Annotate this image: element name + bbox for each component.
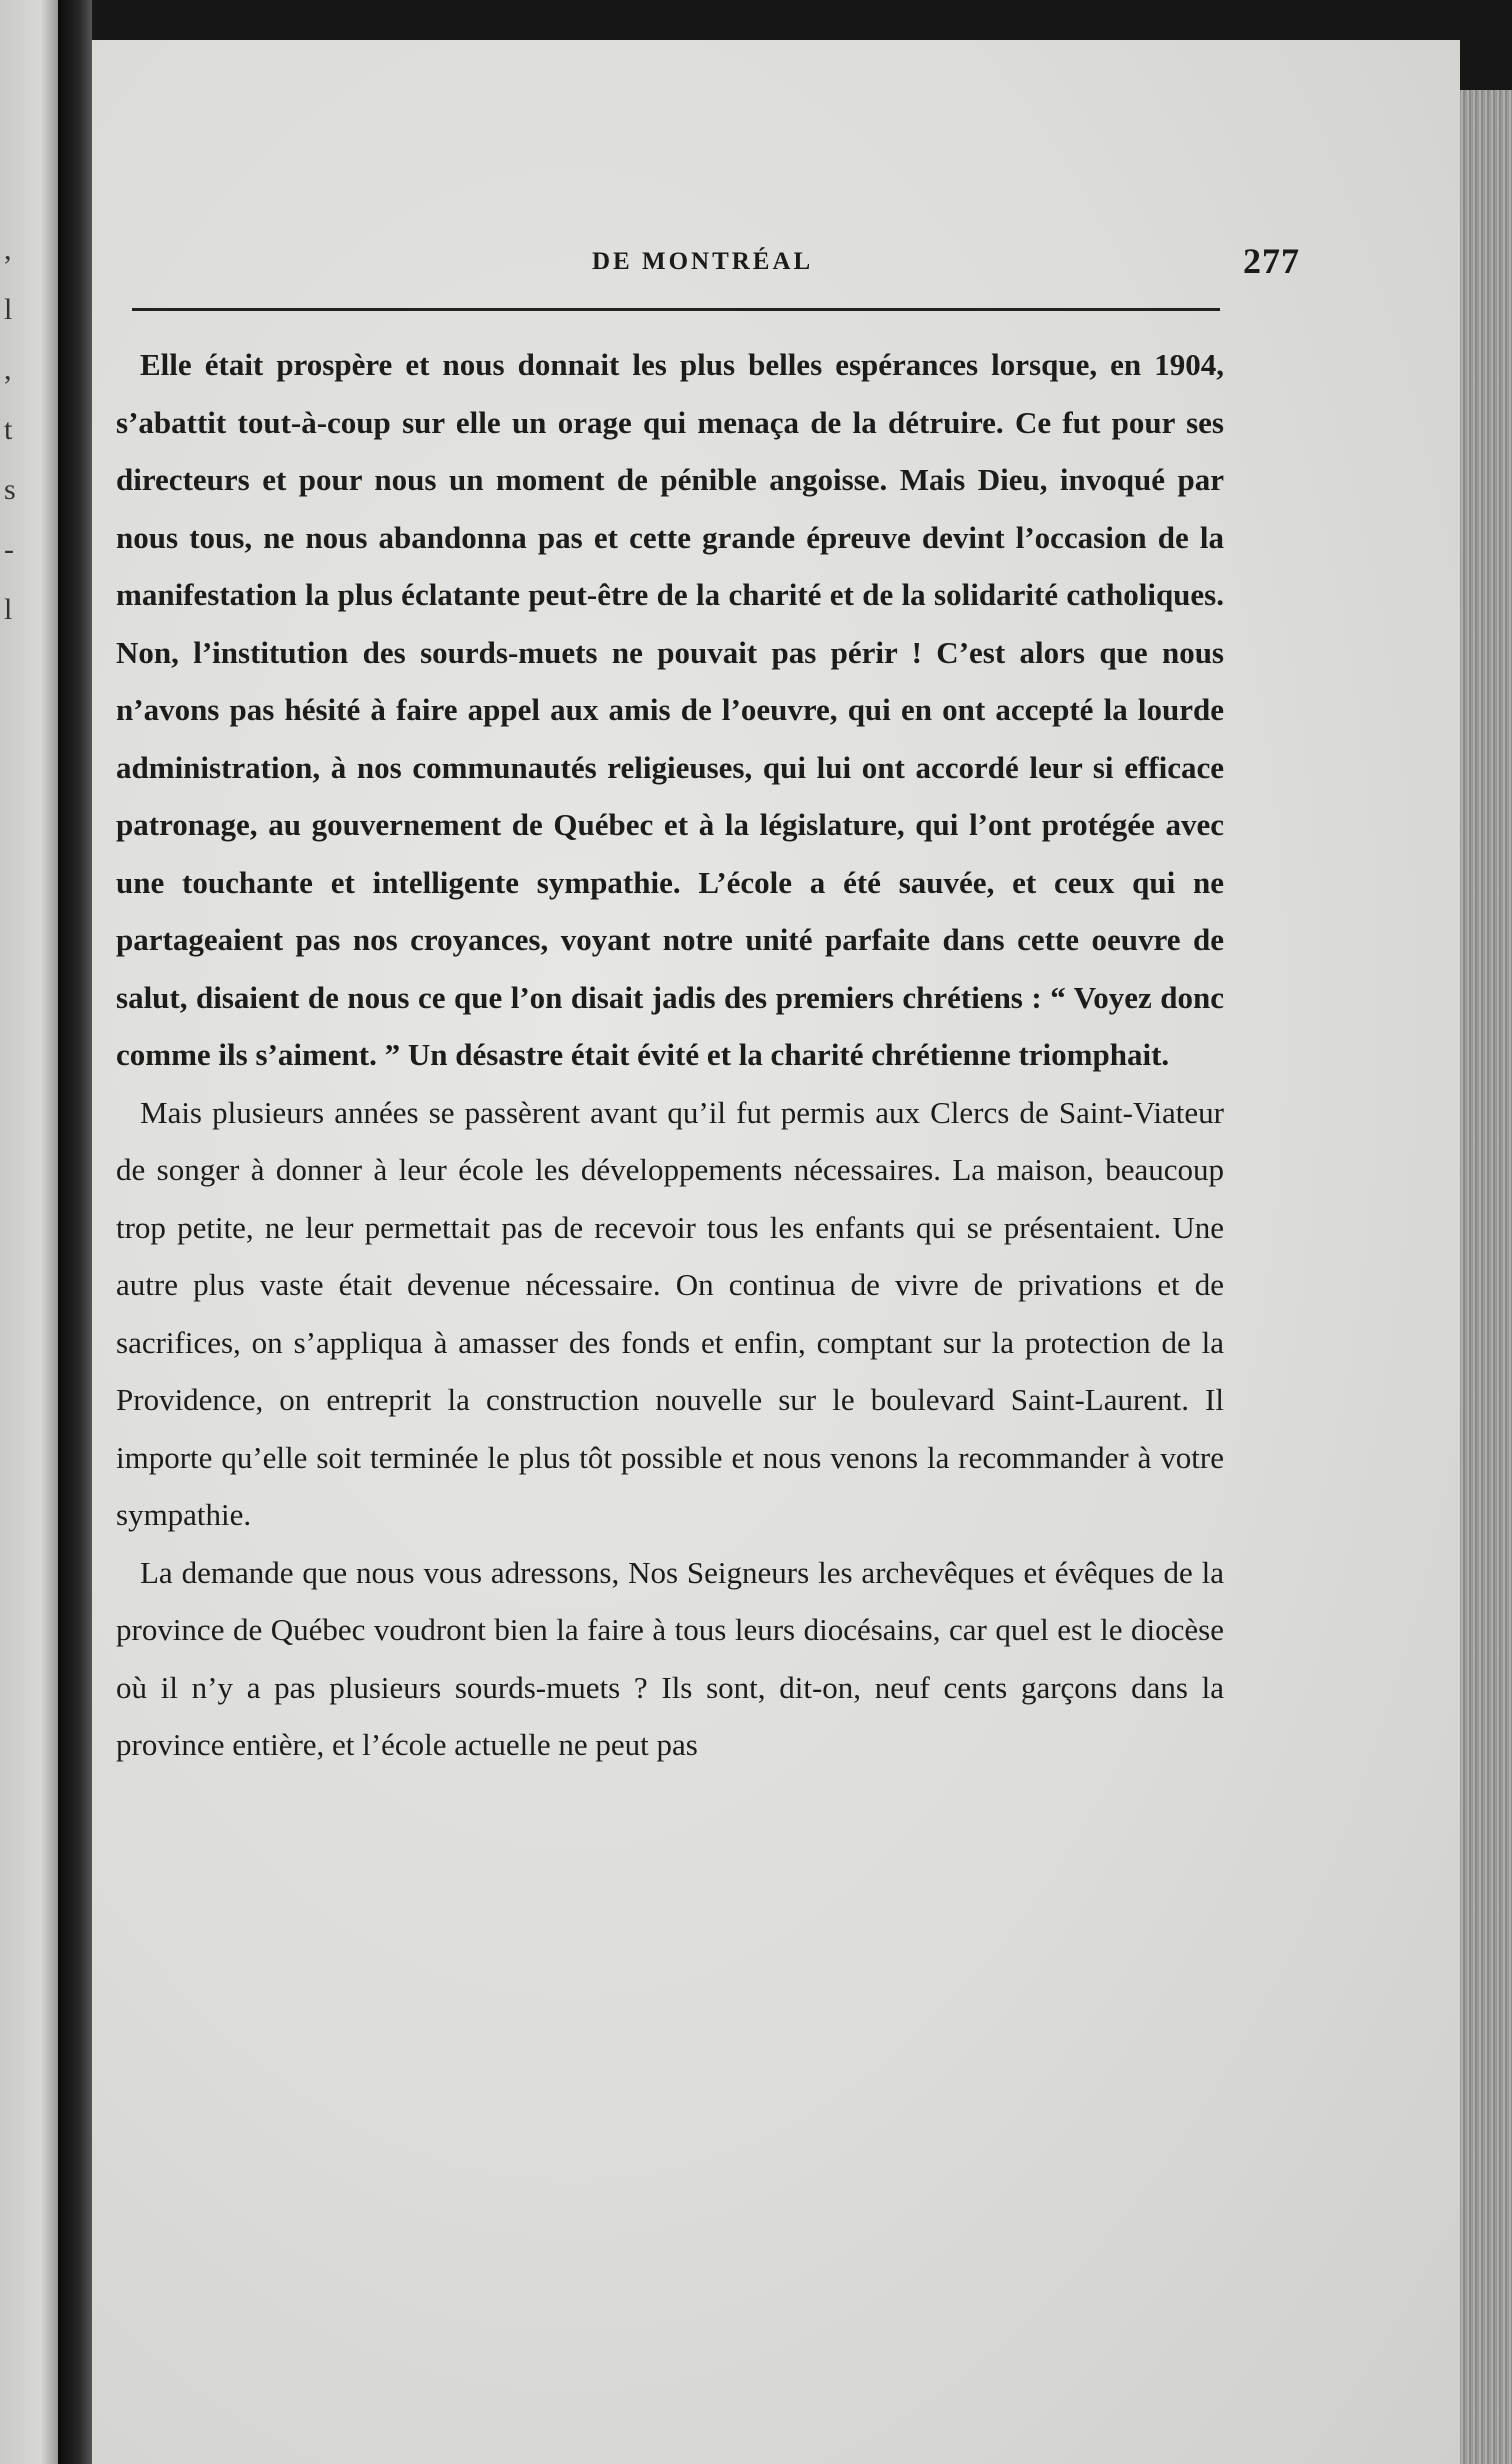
header-rule bbox=[132, 308, 1220, 311]
facing-mark: t bbox=[4, 413, 13, 446]
facing-page-edge bbox=[0, 0, 58, 2464]
page-number: 277 bbox=[1243, 241, 1300, 281]
facing-mark: s bbox=[4, 473, 16, 506]
facing-page-marks bbox=[4, 220, 28, 640]
paragraph: Elle était prospère et nous donnait les plus belles espérances lorsque, en 1904, s’abattit tout-à-coup sur elle un orage qui menaça de la détruire. Ce fut pour ses directeurs et pour nous un moment de pénible angoisse. Mais Dieu, invoqué par nous tous, ne nous abandonna pas et cette grande épreuve devint l’occasion de la manifestation la plus éclatante peut-être de la charité et de la solidarité catholiques. Non, l’institution des sourds-muets ne pouvait pas périr ! C’est alors que nous n’avons pas hésité à faire appel aux amis de l’oeuvre, qui en ont accepté la lourde administration, à nos communautés religieuses, qui lui ont accordé leur si efficace patronage, au gouvernement de Québec et à la législature, qui l’ont protégée avec une touchante et intelligente sympathie. L’école a été sauvée, et ceux qui ne partageaient pas nos croyances, voyant notre unité parfaite dans cette oeuvre de salut, disaient de nous ce que l’on disait jadis des premiers chrétiens : “ Voyez donc comme ils s’aiment. ” Un désastre était évité et la charité chrétienne triomphait. bbox=[116, 347, 1224, 1072]
body-text bbox=[116, 336, 1224, 1774]
facing-mark: l bbox=[4, 593, 13, 626]
paragraph: Mais plusieurs années se passèrent avant qu’il fut permis aux Clercs de Saint-Viateur de songer à donner à leur école les développements nécessaires. La maison, beaucoup trop petite, ne leur permettait pas de recevoir tous les enfants qui se présentaient. Une autre plus vaste était devenue nécessaire. On continua de vivre de privations et de sacrifices, on s’appliqua à amasser des fonds et enfin, comptant sur la protection de la Providence, on entreprit la construction nouvelle sur le boulevard Saint-Laurent. Il importe qu’elle soit terminée le plus tôt possible et nous venons la recommander à votre sympathie. bbox=[116, 1094, 1224, 1532]
running-title: DE MONTRÉAL bbox=[592, 248, 814, 275]
facing-mark: l bbox=[4, 293, 13, 326]
facing-mark: , bbox=[4, 233, 12, 266]
book-page bbox=[92, 40, 1460, 2464]
facing-mark: - bbox=[4, 533, 14, 566]
facing-mark: , bbox=[4, 353, 12, 386]
running-head bbox=[132, 220, 1300, 290]
paragraph: La demande que nous vous adressons, Nos Seigneurs les archevêques et évêques de la province de Québec voudront bien la faire à tous leurs diocésains, car quel est le diocèse où il n’y a pas plusieurs sourds-muets ? Ils sont, dit-on, neuf cents garçons dans la province entière, et l’école actuelle ne peut pas bbox=[116, 1554, 1224, 1762]
page-fore-edge bbox=[1460, 90, 1512, 2464]
book-gutter bbox=[58, 0, 92, 2464]
